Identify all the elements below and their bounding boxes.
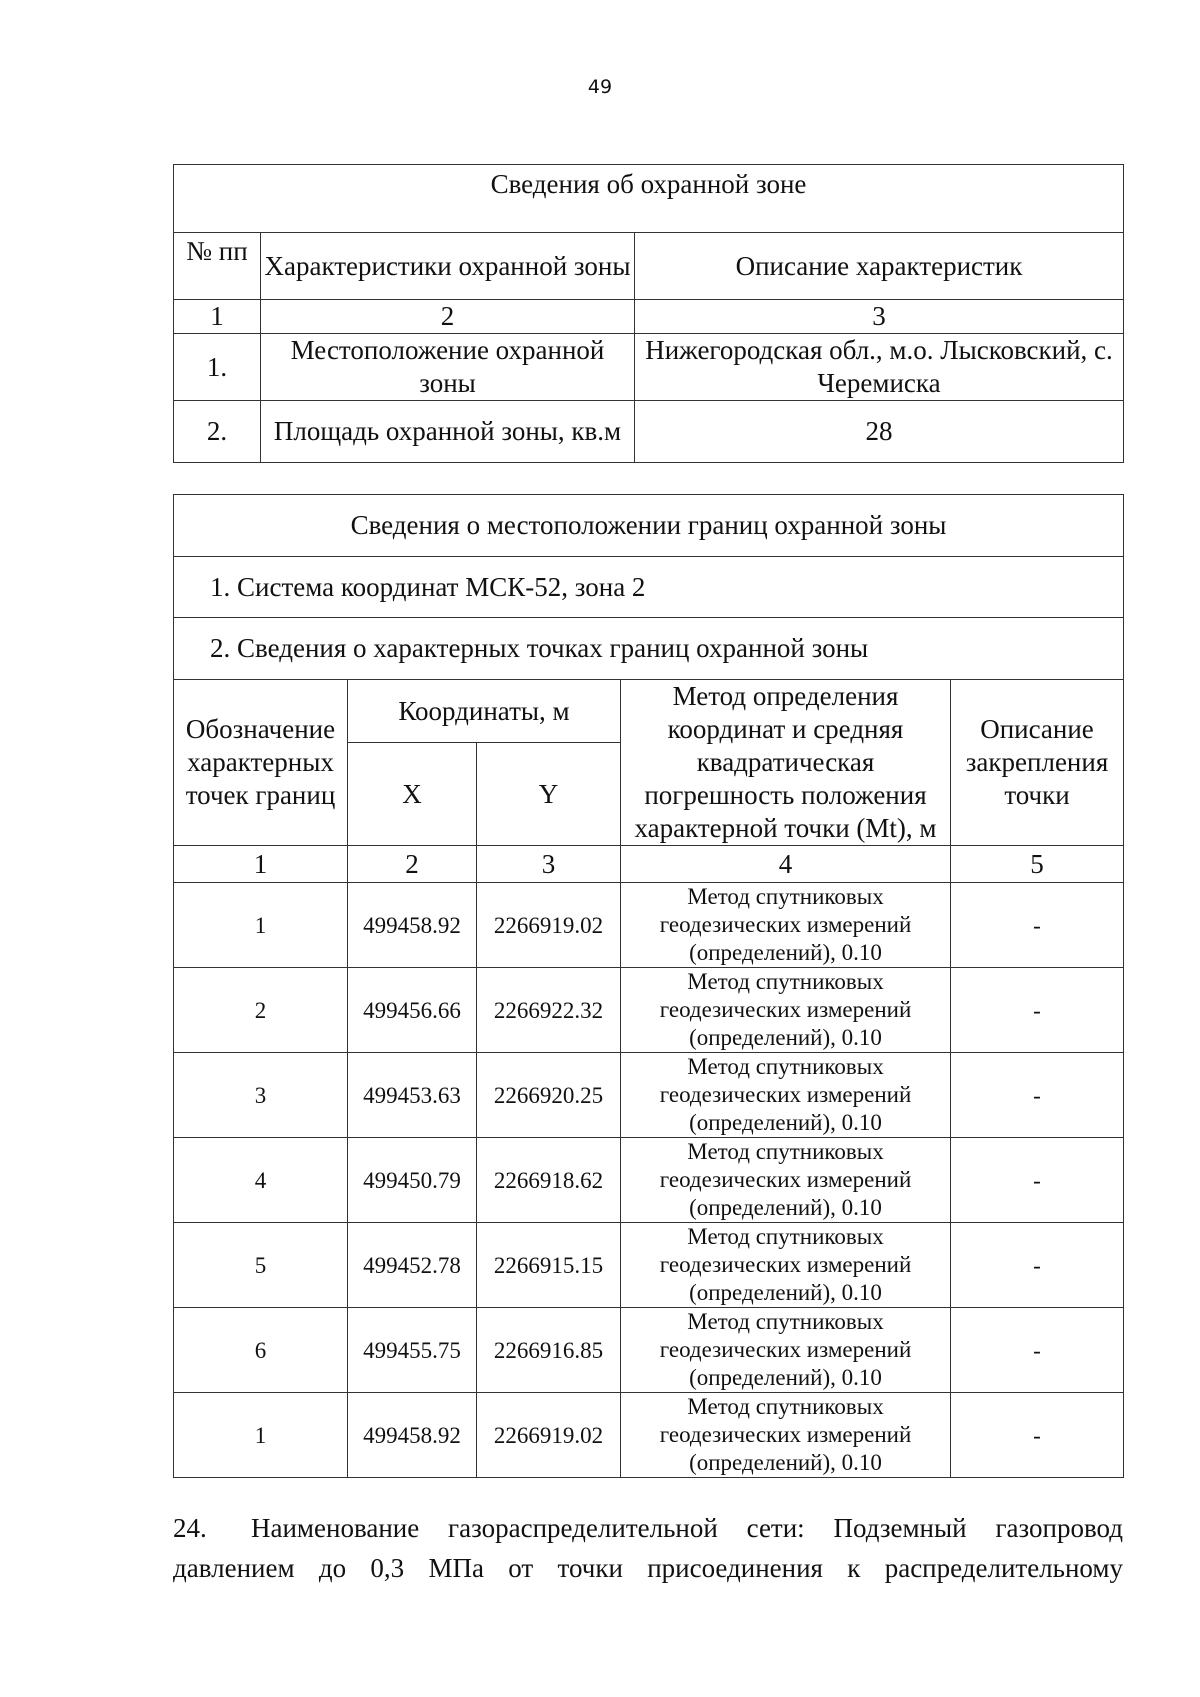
row-desc: Нижегородская обл., м.о. Лысковский, с. Черемиска <box>635 334 1124 401</box>
header-designation: Обозначение характерных точек границ <box>174 680 348 846</box>
point-id: 4 <box>174 1138 348 1223</box>
col-number: 1 <box>174 846 348 883</box>
point-id: 1 <box>174 1393 348 1478</box>
point-id: 6 <box>174 1308 348 1393</box>
row-name: Площадь охранной зоны, кв.м <box>261 401 635 463</box>
table-row <box>174 1308 1124 1393</box>
zone-table-title: Сведения об охранной зоне <box>174 165 1124 233</box>
col-number: 3 <box>635 300 1124 334</box>
col-number: 4 <box>621 846 951 883</box>
point-method: Метод спутниковых геодезических измерений (определений), 0.10 <box>621 968 951 1053</box>
table-row <box>174 1053 1124 1138</box>
header-method: Метод определения координат и средняя квадратическая погрешность положения характерной точки (Mt), м <box>621 680 951 846</box>
point-x: 499456.66 <box>348 968 477 1053</box>
point-y: 2266922.32 <box>477 968 621 1053</box>
point-id: 2 <box>174 968 348 1053</box>
header-description: Описание характеристик <box>635 233 1124 300</box>
row-name: Местоположение охранной зоны <box>261 334 635 401</box>
table-row <box>174 334 1124 401</box>
point-x: 499450.79 <box>348 1138 477 1223</box>
header-coordinates: Координаты, м <box>348 680 621 743</box>
table-row <box>174 968 1124 1053</box>
table-row <box>174 1138 1124 1223</box>
paragraph-text-2: давлением до 0,3 МПа от точки присоединения к распределительному <box>173 1553 1123 1583</box>
point-id: 1 <box>174 883 348 968</box>
paragraph-line-1 <box>173 1509 1123 1547</box>
paragraph-number: 24. <box>173 1513 207 1543</box>
point-y: 2266919.02 <box>477 1393 621 1478</box>
page-number: 49 <box>587 76 613 98</box>
point-y: 2266915.15 <box>477 1223 621 1308</box>
header-fixing: Описание закрепления точки <box>951 680 1124 846</box>
table-row <box>174 1393 1124 1478</box>
row-desc: 28 <box>635 401 1124 463</box>
point-x: 499453.63 <box>348 1053 477 1138</box>
header-characteristics: Характеристики охранной зоны <box>261 233 635 300</box>
header-y: Y <box>477 743 621 846</box>
point-id: 3 <box>174 1053 348 1138</box>
boundary-coords-table <box>173 494 1124 1478</box>
point-fixing: - <box>951 883 1124 968</box>
point-x: 499458.92 <box>348 1393 477 1478</box>
point-fixing: - <box>951 968 1124 1053</box>
col-number: 5 <box>951 846 1124 883</box>
coords-table-title: Сведения о местоположении границ охранной зоны <box>174 495 1124 557</box>
point-x: 499455.75 <box>348 1308 477 1393</box>
coordinate-system: 1. Система координат МСК-52, зона 2 <box>174 557 1124 618</box>
protection-zone-table <box>173 164 1124 463</box>
point-y: 2266918.62 <box>477 1138 621 1223</box>
table-row <box>174 401 1124 463</box>
col-number: 2 <box>261 300 635 334</box>
point-fixing: - <box>951 1138 1124 1223</box>
point-method: Метод спутниковых геодезических измерений (определений), 0.10 <box>621 1138 951 1223</box>
point-x: 499452.78 <box>348 1223 477 1308</box>
header-num: № пп <box>174 233 261 300</box>
col-number: 2 <box>348 846 477 883</box>
point-id: 5 <box>174 1223 348 1308</box>
point-fixing: - <box>951 1223 1124 1308</box>
row-num: 1. <box>174 334 261 401</box>
paragraph-text-1: Наименование газораспределительной сети: Подземный газопровод <box>251 1513 1123 1543</box>
point-method: Метод спутниковых геодезических измерений (определений), 0.10 <box>621 1393 951 1478</box>
row-num: 2. <box>174 401 261 463</box>
point-fixing: - <box>951 1308 1124 1393</box>
points-caption: 2. Сведения о характерных точках границ охранной зоны <box>174 618 1124 680</box>
point-method: Метод спутниковых геодезических измерений (определений), 0.10 <box>621 883 951 968</box>
point-method: Метод спутниковых геодезических измерений (определений), 0.10 <box>621 1308 951 1393</box>
point-fixing: - <box>951 1053 1124 1138</box>
col-number: 1 <box>174 300 261 334</box>
point-y: 2266919.02 <box>477 883 621 968</box>
point-y: 2266920.25 <box>477 1053 621 1138</box>
point-y: 2266916.85 <box>477 1308 621 1393</box>
table-row <box>174 883 1124 968</box>
point-method: Метод спутниковых геодезических измерений (определений), 0.10 <box>621 1223 951 1308</box>
header-x: X <box>348 743 477 846</box>
point-method: Метод спутниковых геодезических измерений (определений), 0.10 <box>621 1053 951 1138</box>
table-row <box>174 1223 1124 1308</box>
point-fixing: - <box>951 1393 1124 1478</box>
col-number: 3 <box>477 846 621 883</box>
point-x: 499458.92 <box>348 883 477 968</box>
